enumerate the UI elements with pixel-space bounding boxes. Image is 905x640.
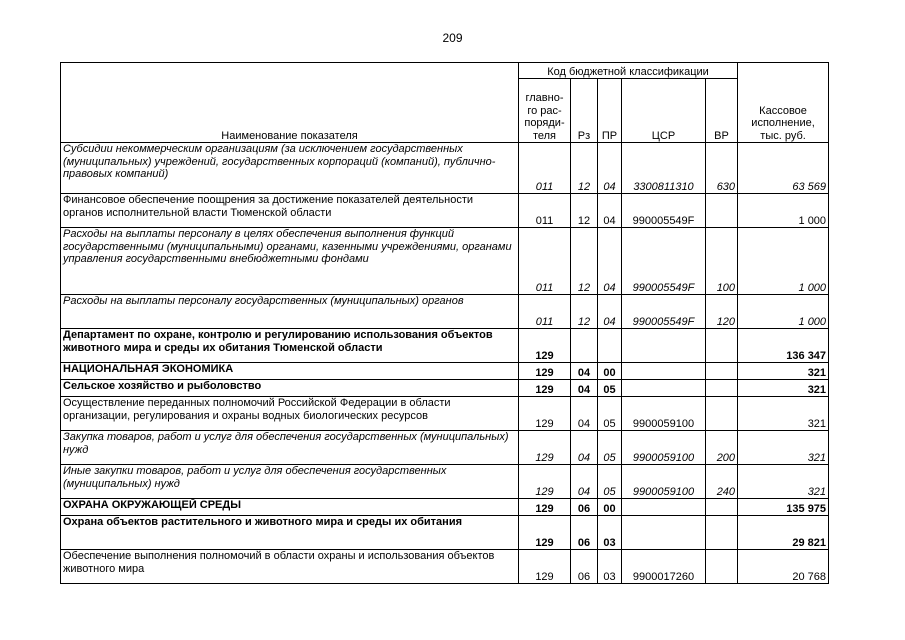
row-csr: [622, 329, 706, 363]
header-name: Наименование показателя: [61, 63, 519, 143]
row-amount: 135 975: [738, 499, 829, 516]
row-csr: 990005549F: [622, 194, 706, 228]
row-amount: 1 000: [738, 194, 829, 228]
table-row: [61, 295, 829, 329]
row-name: Сельское хозяйство и рыболовство: [61, 380, 519, 397]
row-csr: [622, 516, 706, 550]
table-row: [61, 143, 829, 194]
row-vr: [706, 550, 738, 584]
row-csr: 990005549F: [622, 228, 706, 295]
row-amount: 321: [738, 431, 829, 465]
row-csr: 9900059100: [622, 397, 706, 431]
row-vr: [706, 194, 738, 228]
row-pr: 04: [598, 228, 622, 295]
table-row: [61, 516, 829, 550]
row-amount: 321: [738, 380, 829, 397]
row-pr: 03: [598, 516, 622, 550]
row-grbs: 129: [519, 329, 571, 363]
row-rz: 04: [571, 431, 598, 465]
row-grbs: 129: [519, 380, 571, 397]
row-vr: [706, 397, 738, 431]
row-pr: 05: [598, 465, 622, 499]
row-vr: [706, 329, 738, 363]
row-vr: [706, 380, 738, 397]
table-row: [61, 397, 829, 431]
row-amount: 63 569: [738, 143, 829, 194]
row-amount: 321: [738, 397, 829, 431]
header-csr: ЦСР: [622, 79, 706, 143]
row-csr: 3300811310: [622, 143, 706, 194]
row-rz: 06: [571, 499, 598, 516]
row-grbs: 011: [519, 228, 571, 295]
row-amount: 1 000: [738, 228, 829, 295]
header-vr: ВР: [706, 79, 738, 143]
row-rz: 12: [571, 143, 598, 194]
table-row: [61, 380, 829, 397]
header-amount: Кассовое исполнение, тыс. руб.: [738, 63, 829, 143]
budget-table-body: [61, 63, 829, 584]
row-name: Закупка товаров, работ и услуг для обеспечения государственных (муниципальных) нужд: [61, 431, 519, 465]
row-grbs: 129: [519, 465, 571, 499]
row-rz: 04: [571, 363, 598, 380]
row-rz: 12: [571, 194, 598, 228]
row-rz: [571, 329, 598, 363]
row-rz: 12: [571, 228, 598, 295]
row-csr: 9900059100: [622, 465, 706, 499]
header-pr: ПР: [598, 79, 622, 143]
row-rz: 06: [571, 550, 598, 584]
row-csr: [622, 380, 706, 397]
row-amount: 136 347: [738, 329, 829, 363]
row-vr: 100: [706, 228, 738, 295]
row-grbs: 129: [519, 550, 571, 584]
row-grbs: 011: [519, 295, 571, 329]
row-csr: [622, 363, 706, 380]
row-name: Расходы на выплаты персоналу в целях обеспечения выполнения функций государственными (муниципальными) органами, казенными учреждениями, органами управления государственными внебюджетными фондами: [61, 228, 519, 295]
table-row: [61, 499, 829, 516]
table-row: [61, 194, 829, 228]
row-rz: 12: [571, 295, 598, 329]
table-row: [61, 329, 829, 363]
row-pr: 00: [598, 363, 622, 380]
row-pr: 04: [598, 194, 622, 228]
page-number: 209: [442, 31, 463, 45]
row-amount: 321: [738, 465, 829, 499]
row-pr: 05: [598, 380, 622, 397]
table-row: [61, 431, 829, 465]
row-grbs: 129: [519, 363, 571, 380]
row-grbs: 129: [519, 431, 571, 465]
header-grbs: главно-го рас-поряди-теля: [519, 79, 571, 143]
header-row: [61, 63, 829, 79]
row-name: Осуществление переданных полномочий Российской Федерации в области организации, регулирования и охраны водных биологических ресурсов: [61, 397, 519, 431]
row-pr: 04: [598, 295, 622, 329]
row-rz: 04: [571, 380, 598, 397]
row-name: Иные закупки товаров, работ и услуг для обеспечения государственных (муниципальных) нужд: [61, 465, 519, 499]
row-name: Расходы на выплаты персоналу государственных (муниципальных) органов: [61, 295, 519, 329]
row-name: ОХРАНА ОКРУЖАЮЩЕЙ СРЕДЫ: [61, 499, 519, 516]
row-vr: [706, 499, 738, 516]
row-vr: [706, 363, 738, 380]
header-rz: Рз: [571, 79, 598, 143]
row-grbs: 129: [519, 499, 571, 516]
row-rz: 04: [571, 465, 598, 499]
row-name: Охрана объектов растительного и животного мира и среды их обитания: [61, 516, 519, 550]
row-csr: 9900059100: [622, 431, 706, 465]
row-pr: [598, 329, 622, 363]
table-row: [61, 228, 829, 295]
row-amount: 20 768: [738, 550, 829, 584]
row-name: Субсидии некоммерческим организациям (за исключением государственных (муниципальных) учреждений, государственных корпораций (компаний), публично-правовых компаний): [61, 143, 519, 194]
row-grbs: 129: [519, 397, 571, 431]
table-row: [61, 465, 829, 499]
budget-table: [60, 62, 829, 584]
row-pr: 03: [598, 550, 622, 584]
row-grbs: 011: [519, 143, 571, 194]
row-grbs: 011: [519, 194, 571, 228]
row-pr: 05: [598, 431, 622, 465]
table-row: [61, 363, 829, 380]
row-vr: 630: [706, 143, 738, 194]
row-vr: 240: [706, 465, 738, 499]
row-amount: 1 000: [738, 295, 829, 329]
row-csr: 990005549F: [622, 295, 706, 329]
table-row: [61, 550, 829, 584]
row-name: НАЦИОНАЛЬНАЯ ЭКОНОМИКА: [61, 363, 519, 380]
row-csr: [622, 499, 706, 516]
row-rz: 04: [571, 397, 598, 431]
row-name: Департамент по охране, контролю и регулированию использования объектов животного мира и среды их обитания Тюменской области: [61, 329, 519, 363]
row-rz: 06: [571, 516, 598, 550]
row-amount: 29 821: [738, 516, 829, 550]
row-vr: 200: [706, 431, 738, 465]
row-pr: 00: [598, 499, 622, 516]
row-vr: [706, 516, 738, 550]
row-name: Обеспечение выполнения полномочий в области охраны и использования объектов животного мира: [61, 550, 519, 584]
row-pr: 04: [598, 143, 622, 194]
row-amount: 321: [738, 363, 829, 380]
row-csr: 9900017260: [622, 550, 706, 584]
row-grbs: 129: [519, 516, 571, 550]
row-pr: 05: [598, 397, 622, 431]
row-name: Финансовое обеспечение поощрения за достижение показателей деятельности органов исполнительной власти Тюменской области: [61, 194, 519, 228]
header-budget-code-group: Код бюджетной классификации: [519, 63, 738, 79]
row-vr: 120: [706, 295, 738, 329]
